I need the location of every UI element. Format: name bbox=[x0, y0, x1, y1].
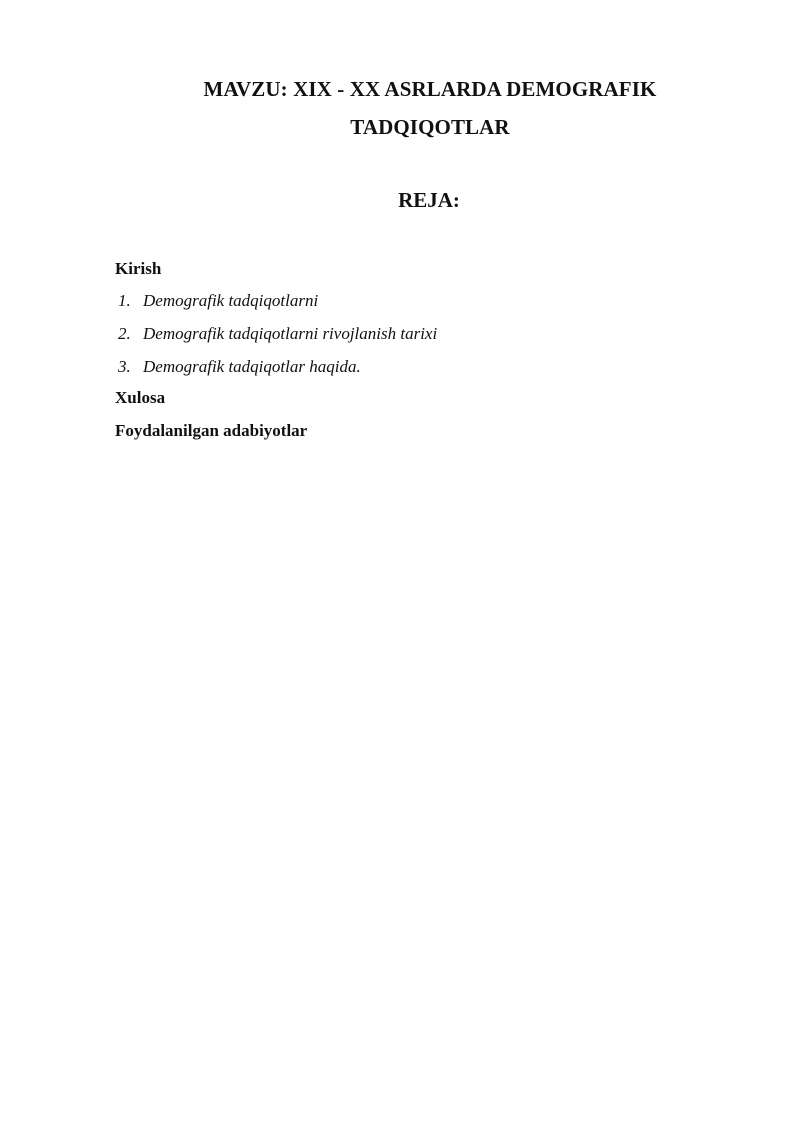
plan-list-item bbox=[118, 356, 437, 389]
plan-item-text: Demografik tadqiqotlarni rivojlanish tarixi bbox=[143, 324, 438, 343]
plan-conclusion: Xulosa bbox=[115, 388, 166, 407]
plan-item-number: 3. bbox=[118, 357, 131, 376]
plan-heading: REJA: bbox=[398, 188, 460, 212]
plan-list bbox=[118, 290, 437, 389]
plan-references: Foydalanilgan adabiyotlar bbox=[115, 421, 308, 440]
document-title-line-1: MAVZU: XIX - XX ASRLARDA DEMOGRAFIK bbox=[203, 77, 657, 101]
plan-list-item bbox=[118, 323, 437, 356]
plan-item-number: 1. bbox=[118, 291, 131, 310]
plan-item-text: Demografik tadqiqotlar haqida. bbox=[143, 357, 361, 376]
plan-intro: Kirish bbox=[115, 259, 162, 278]
plan-list-item bbox=[118, 290, 437, 323]
document-title-line-2: TADQIQOTLAR bbox=[350, 115, 510, 139]
plan-item-text: Demografik tadqiqotlarni bbox=[143, 291, 319, 310]
plan-item-number: 2. bbox=[118, 324, 131, 343]
